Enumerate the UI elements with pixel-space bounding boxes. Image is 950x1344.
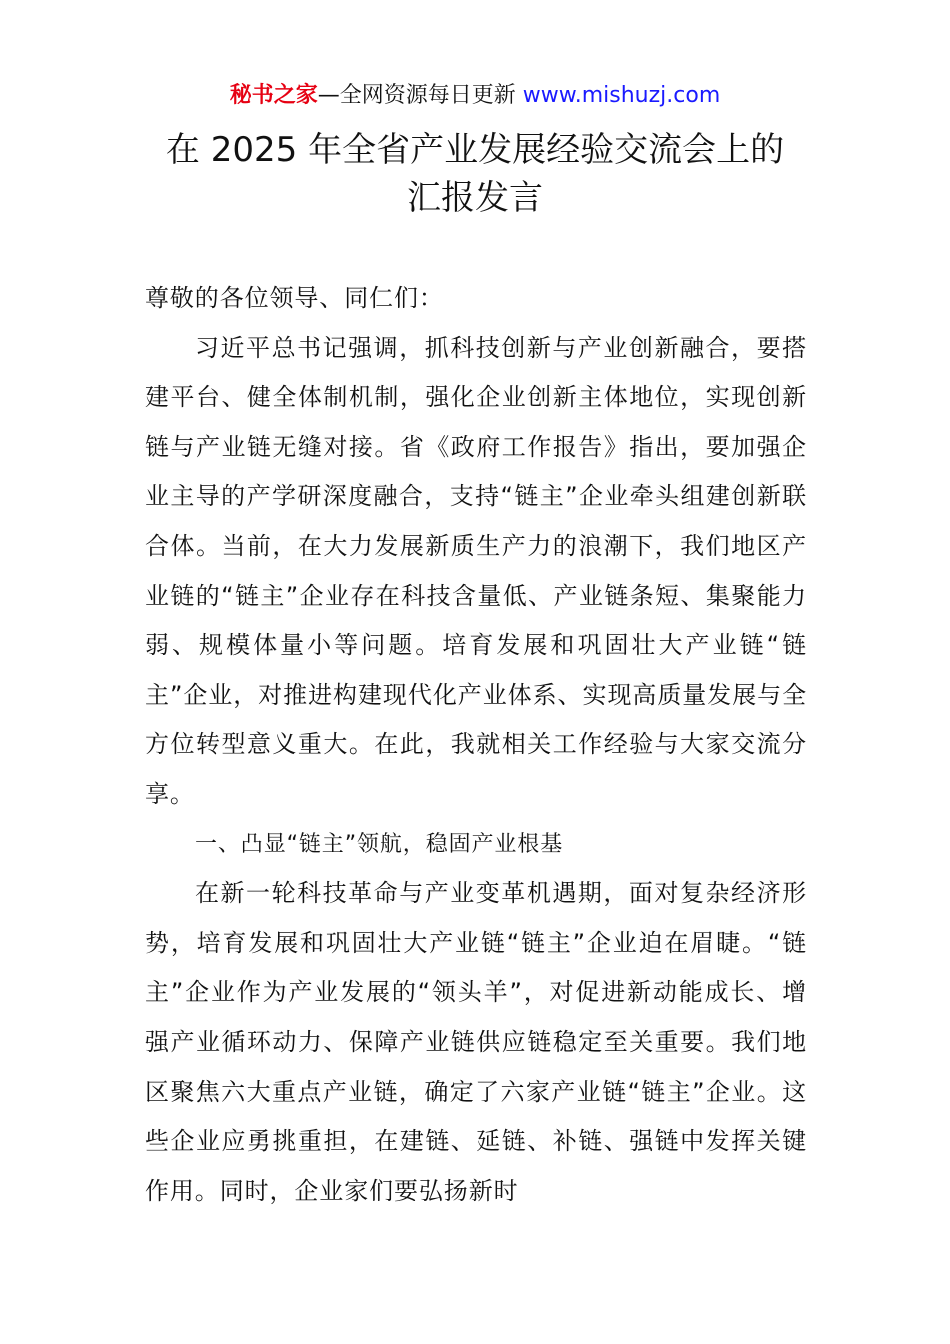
document-title-line-2: 汇报发言 [407,178,543,218]
site-url-link[interactable]: www.mishuzj.com [522,83,721,108]
document-title [0,126,950,222]
section-1-paragraph: 在新一轮科技革命与产业变革机遇期，面对复杂经济形势，培育发展和巩固壮大产业链“链主”企业迫在眉睫。“链主”企业作为产业发展的“领头羊”，对促进新动能成长、增强产业循环动力、保障产业链供应链稳定至关重要。我们地区聚焦六大重点产业链，确定了六家产业链“链主”企业。这些企业应勇挑重担，在建链、延链、补链、强链中发挥关键作用。同时，企业家们要弘扬新时 [145,879,807,1205]
section-heading-1: 一、凸显“链主”领航，稳固产业根基 [195,831,564,857]
document-title-line-1: 在 2025 年全省产业发展经验交流会上的 [165,130,785,170]
site-brand: 秘书之家 [229,83,318,108]
site-header [0,80,950,112]
document-body [145,274,807,1216]
intro-paragraph: 习近平总书记强调，抓科技创新与产业创新融合，要搭建平台、健全体制机制，强化企业创新主体地位，实现创新链与产业链无缝对接。省《政府工作报告》指出，要加强企业主导的产学研深度融合，支持“链主”企业牵头组建创新联合体。当前，在大力发展新质生产力的浪潮下，我们地区产业链的“链主”企业存在科技含量低、产业链条短、集聚能力弱、规模体量小等问题。培育发展和巩固壮大产业链“链主”企业，对推进构建现代化产业体系、实现高质量发展与全方位转型意义重大。在此，我就相关工作经验与大家交流分享。 [145,333,807,808]
site-tagline: —全网资源每日更新 [317,83,516,108]
salutation: 尊敬的各位领导、同仁们： [145,284,444,312]
